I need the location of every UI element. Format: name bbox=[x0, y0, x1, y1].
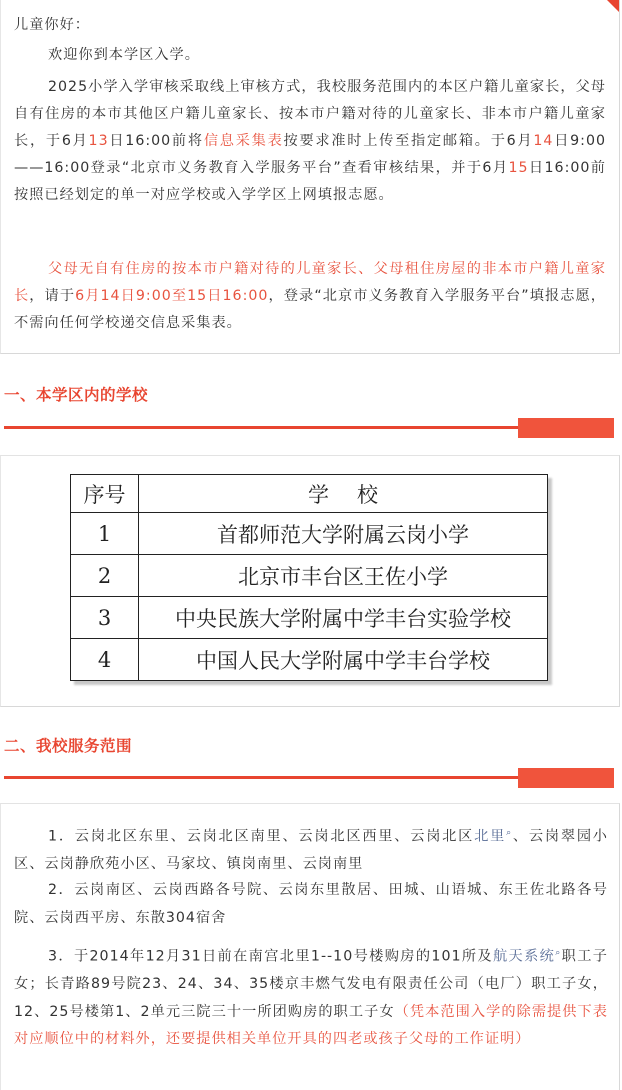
welcome-line: 欢迎你到本学区入学。 bbox=[48, 47, 200, 63]
intro-paragraph-2: 父母无自有住房的按本市户籍对待的儿童家长、父母租住房屋的非本市户籍儿童家长，请于6月14日9:00至15日16:00，登录“北京市义务教育入学服务平台”填报志愿，不需向任何学校递交信息采集表。 bbox=[14, 261, 606, 331]
table-row bbox=[71, 639, 548, 681]
row-school: 首都师范大学附属云岗小学 bbox=[139, 513, 548, 555]
service-item-3: 3．于2014年12月31日前在南宫北里1--10号楼购房的101所及航天系统⌕职工子女；长青路89号院23、24、34、35楼京丰燃气发电有限责任公司（电厂）职工子女，12、25号楼第1、2单元三院三十一所团购房的职工子女（凭本范围入学的除需提供下表对应顺位中的材料外，还要提供相关单位开具的四老或孩子父母的工作证明） bbox=[14, 948, 608, 1048]
section2-title: 二、我校服务范围 bbox=[4, 737, 133, 755]
table-row bbox=[71, 555, 548, 597]
beili-link[interactable]: 北里 bbox=[474, 828, 507, 845]
section1-divider bbox=[4, 418, 614, 438]
greeting: 儿童你好： bbox=[14, 17, 90, 33]
corner-fold-icon bbox=[605, 0, 619, 12]
header-number: 序号 bbox=[71, 475, 139, 513]
aerospace-link[interactable]: 航天系统 bbox=[493, 948, 556, 965]
search-icon[interactable]: ⌕ bbox=[506, 828, 513, 838]
row-number: 3 bbox=[71, 597, 139, 639]
row-number: 2 bbox=[71, 555, 139, 597]
row-school: 北京市丰台区王佐小学 bbox=[139, 555, 548, 597]
service-item-2: 2．云岗南区、云岗西路各号院、云岗东里散居、田城、山语城、东王佐北路各号院、云岗西平房、东散304宿舍 bbox=[14, 882, 608, 926]
header-school: 学校 bbox=[139, 475, 548, 513]
schools-table bbox=[70, 474, 548, 681]
info-form-link[interactable]: 信息采集表 bbox=[203, 133, 284, 149]
row-number: 4 bbox=[71, 639, 139, 681]
row-school: 中央民族大学附属中学丰台实验学校 bbox=[139, 597, 548, 639]
table-header-row bbox=[71, 475, 548, 513]
table-row bbox=[71, 513, 548, 555]
section1-title: 一、本学区内的学校 bbox=[4, 386, 149, 404]
search-icon[interactable]: ⌕ bbox=[555, 948, 562, 958]
intro-paragraph-1: 2025小学入学审核采取线上审核方式，我校服务范围内的本区户籍儿童家长，父母自有住房的本市其他区户籍儿童家长、按本市户籍对待的儿童家长、非本市户籍儿童家长，于6月13日16:00前将信息采集表按要求准时上传至指定邮箱。于6月14日9:00——16:00登录“北京市义务教育入学服务平台”查看审核结果，并于6月15日16:00前按照已经划定的单一对应学校或入学学区上网填报志愿。 bbox=[14, 79, 607, 203]
row-school: 中国人民大学附属中学丰台学校 bbox=[139, 639, 548, 681]
service-item-1: 1．云岗北区东里、云岗北区南里、云岗北区西里、云岗北区北里⌕、云岗翠园小区、云岗静欣苑小区、马家坟、镇岗南里、云岗南里 bbox=[14, 828, 608, 873]
table-row bbox=[71, 597, 548, 639]
row-number: 1 bbox=[71, 513, 139, 555]
section2-divider bbox=[4, 768, 614, 788]
service-note: （凭本范围入学的除需提供下表对应顺位中的材料外，还要提供相关单位开具的四老或孩子父母的工作证明） bbox=[14, 1003, 608, 1048]
